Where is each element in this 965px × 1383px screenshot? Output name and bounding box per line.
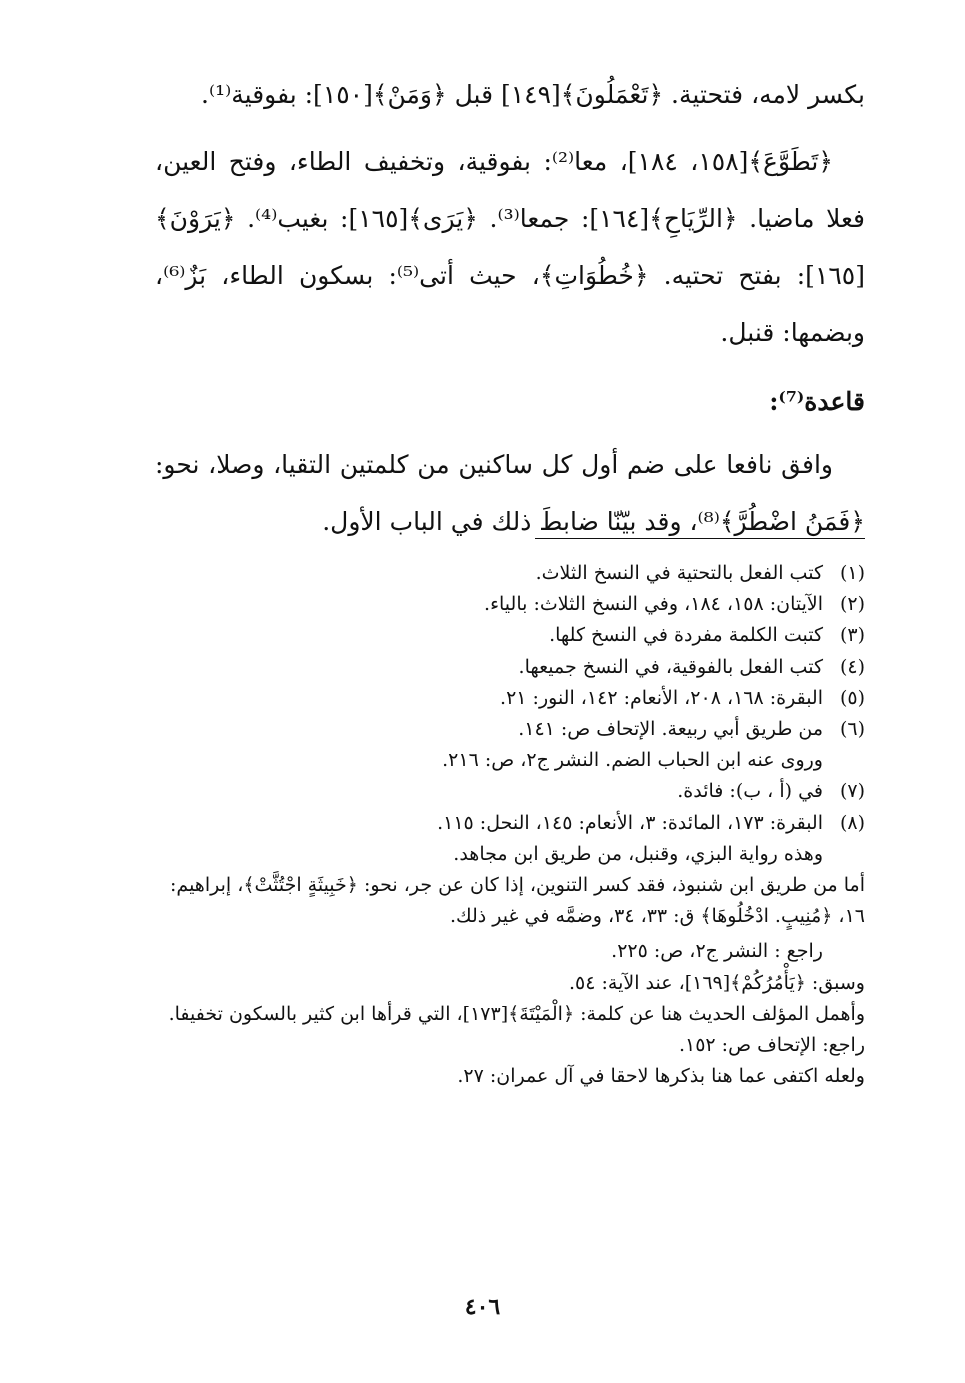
section-heading: قاعدة⁽⁷⁾: [769, 387, 865, 416]
footnote-8-paragraph: أما من طريق ابن شنبوذ، فقد كسر التنوين، إذا كان عن جر، نحو: ﴿خَبِيثَةٍ اجْتُثَّتْ﴾، إبراهيم: ١٦، ﴿مُنِيبٍ. ادْخُلُوهَا﴾ ق: ٣٣، ٣٤، وضمَّه في غير ذلك. [170, 874, 865, 928]
footnote-text: في (أ ، ب): فائدة. [677, 780, 823, 803]
footnote-3 [155, 620, 865, 651]
footnote-4 [155, 652, 865, 683]
footnote-8-reference: وسبق: ﴿يَأْمُرُكُمْ﴾[١٦٩]، عند الآية: ٥٤. [568, 971, 865, 994]
footnote-7 [155, 776, 865, 807]
footnote-number: (٤) [839, 655, 865, 678]
footnote-number: (١) [839, 562, 865, 584]
footnote-text: كتبت الكلمة مفردة في النسخ كلها. [549, 624, 823, 647]
footnote-text: من طريق أبي ربيعة. الإتحاف ص: ١٤١. [518, 718, 823, 741]
footnote-separator [535, 538, 865, 539]
footnote-number: (٥) [839, 686, 865, 709]
footnote-number: (٢) [839, 593, 865, 616]
footnote-8-paragraph: وأهمل المؤلف الحديث هنا عن كلمة: ﴿الْمَيْتَةَ﴾[١٧٣]، التي قرأها ابن كثير بالسكون تخفيفا. راجع: الإتحاف ص: ١٥٢. [168, 1002, 865, 1057]
footnote-text: الآيتان: ١٥٨، ١٨٤، وفي النسخ الثلاث: بالياء. [484, 593, 823, 616]
footnote-1 [155, 558, 865, 589]
footnote-5 [155, 683, 865, 714]
footnote-8-reference: راجع : النشر ج٢، ص: ٢٢٥. [611, 940, 823, 963]
footnote-number: (٨) [839, 811, 865, 834]
footnote-6 [155, 714, 865, 745]
footnote-8-line: وهذه رواية البزي، وقنبل، من طريق ابن مجاهد. [453, 842, 823, 865]
footnote-number: (٣) [839, 624, 865, 647]
footnote-text: كتب الفعل بالتحتية في النسخ الثلاث. [535, 562, 823, 584]
main-paragraph-1: بكسر لامه، فتحتية. ﴿تَعْمَلُونَ﴾[١٤٩] قبل ﴿وَمَنْ﴾[١٥٠]: بفوقية⁽¹⁾. [201, 80, 865, 109]
main-paragraph-2: ﴿تَطَوَّعَ﴾[١٥٨، ١٨٤]، معا⁽²⁾: بفوقية، وتخفيف الطاء، وفتح العين، فعلا ماضيا. ﴿الرِّيَاحِ﴾[١٦٤]: جمعا⁽³⁾. ﴿يَرَى﴾[١٦٥]: بغيب⁽⁴⁾. ﴿يَرَوْنَ﴾[١٦٥]: بفتح تحتيه. ﴿خُطُوَاتِ﴾، حيث أتى⁽⁵⁾: بسكون الطاء، بَزٌ⁽⁶⁾، وبضمها: قنبل. [155, 147, 866, 347]
page-number: ٤٠٦ [464, 1294, 501, 1320]
footnote-8 [155, 808, 865, 839]
footnote-8-reference: ولعله اكتفى عما هنا بذكرها لاحقا في آل عمران: ٢٧. [457, 1065, 865, 1088]
footnote-number: (٦) [839, 718, 865, 741]
footnote-2 [155, 589, 865, 620]
footnote-6-continuation: وروى عنه ابن الحباب الضم. النشر ج٢، ص: ٢١٦. [442, 749, 823, 772]
main-paragraph-3: وافق نافعا على ضم أول كل ساكنين من كلمتين التقيا، وصلا، نحو: ﴿فَمَنُ اضْطُرَّ﴾⁽⁸⁾، وقد بيّنّا ضابطَ ذلك في الباب الأول. [155, 450, 865, 536]
main-text [155, 66, 865, 550]
footnote-number: (٧) [839, 780, 865, 803]
footnote-text: كتب الفعل بالفوقية، في النسخ جميعها. [518, 655, 823, 678]
footnotes [155, 558, 865, 1092]
footnote-text: البقرة: ١٦٨، ٢٠٨، الأنعام: ١٤٢، النور: ٢١. [500, 686, 823, 709]
footnote-text: البقرة: ١٧٣، المائدة: ٣، الأنعام: ١٤٥، النحل: ١١٥. [437, 811, 823, 834]
